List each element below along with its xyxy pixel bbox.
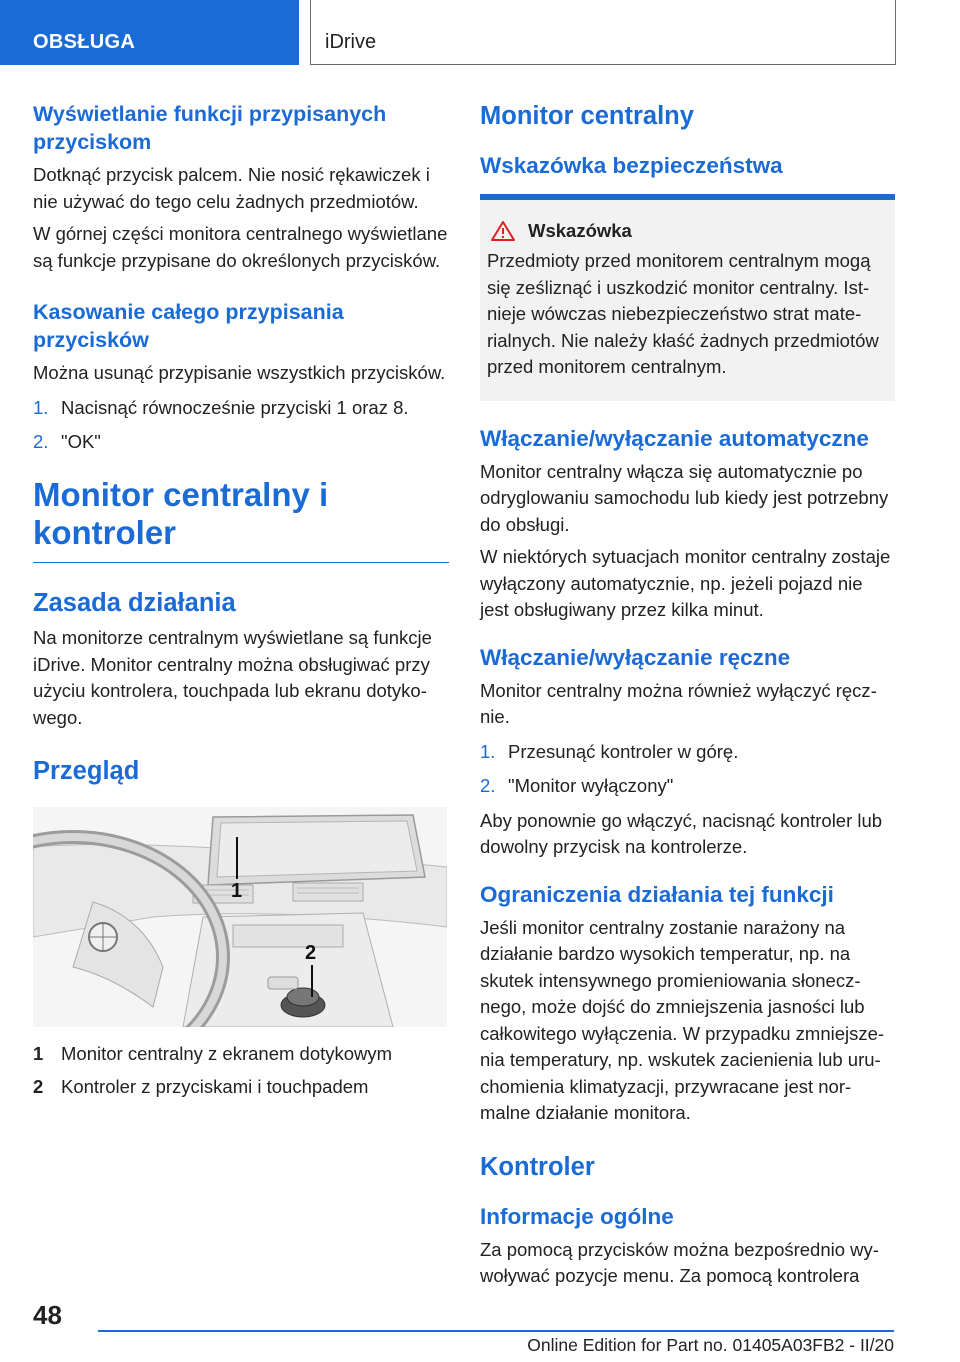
paragraph-assign-1: Dotknąć przycisk palcem. Nie nosić rękawiczek i nie używać do tego celu żadnych przedmiotów.	[33, 164, 430, 212]
heading-delete-assignment: Kasowanie całego przypisania przycisków	[33, 300, 344, 352]
paragraph-auto-2: W niektórych sytuacjach monitor centralny zostaje wyłączony automatycznie, np. jeżeli pojazd nie jest obsługiwany przez kilka minut.	[480, 546, 891, 620]
note-header	[487, 220, 887, 242]
heading-general-info: Informacje ogólne	[480, 1203, 674, 1229]
figure-legend	[33, 1041, 449, 1100]
heading-auto-onoff: Włączanie/wyłączanie automatyczne	[480, 425, 869, 451]
section-tab	[0, 0, 299, 65]
callout-2: 2	[305, 942, 317, 964]
step-number: 2.	[33, 431, 49, 452]
heading-assign-display: Wyświetlanie funkcji przypisanych przyciskom	[33, 102, 387, 154]
list-item	[480, 773, 895, 800]
delete-steps-list	[33, 395, 449, 456]
footer-edition: Online Edition for Part no. 01405A03FB2 - II/20	[527, 1335, 894, 1355]
note-text: Przedmioty przed monitorem centralnym mogą się ześliznąć i uszkodzić monitor centralny. Istnieje wówczas niebezpieczeństwo strat materialnych. Nie należy kłaść żadnych przedmiotów przed monitorem centralnym.	[487, 250, 879, 377]
callout-1: 1	[231, 880, 243, 902]
step-number: 1.	[33, 396, 49, 418]
heading-safety-note: Wskazówka bezpieczeństwa	[480, 153, 783, 178]
step-text: "Monitor wyłączony"	[508, 775, 674, 796]
list-item	[480, 739, 895, 766]
cockpit-illustration	[33, 807, 447, 1027]
footer-rule	[98, 1330, 894, 1332]
paragraph-general: Za pomocą przycisków można bezpośrednio wywoływać pozycje menu. Za pomocą kontrolera	[480, 1238, 879, 1286]
safety-note-box	[480, 200, 895, 401]
chapter-tab-label: iDrive	[325, 31, 377, 53]
step-text: Przesunąć kontroler w górę.	[508, 740, 739, 762]
warning-triangle-icon	[490, 220, 516, 242]
step-number: 1.	[480, 740, 496, 762]
left-column	[33, 100, 449, 1106]
legend-text: Monitor centralny z ekranem dotykowym	[61, 1043, 393, 1064]
step-number: 2.	[480, 775, 496, 796]
paragraph-auto-1: Monitor centralny włącza się automatycznie po odryglowaniu samochodu lub kiedy jest potrzebny do obsługi.	[480, 460, 889, 535]
paragraph-manual: Monitor centralny można również wyłączyć ręcznie.	[480, 679, 877, 727]
heading-monitor-controller: Monitor centralny i kontroler	[33, 475, 329, 551]
section-tab-label: OBSŁUGA	[33, 31, 136, 53]
legend-row	[33, 1074, 449, 1101]
heading-rule	[33, 562, 449, 564]
right-column	[480, 100, 895, 1290]
heading-controller: Kontroler	[480, 1152, 595, 1181]
page-number: 48	[33, 1300, 62, 1330]
chapter-tab	[310, 0, 896, 65]
list-item	[33, 429, 449, 456]
heading-manual-onoff: Włączanie/wyłączanie ręczne	[480, 644, 791, 670]
paragraph-limitations: Jeśli monitor centralny zostanie narażony na działanie bardzo wysokich temperatur, np. na skutek intensywnego promieniowania słonecznego, może dojść do zmniejszenia jasności lub całkowitego wyłączenia. W przypadku zmniejszenia temperatury, np. wskutek zacienienia lub uruchomienia klimatyzacji, przywracane jest normalne działanie monitora.	[480, 916, 885, 1123]
cockpit-drawing	[33, 807, 447, 1027]
paragraph-assign-2: W górnej części monitora centralnego wyświetlane są funkcje przypisane do określonych przycisków.	[33, 223, 448, 271]
heading-principle: Zasada działania	[33, 589, 236, 617]
legend-number: 2	[33, 1075, 44, 1097]
heading-central-monitor: Monitor centralny	[480, 102, 694, 130]
paragraph-manual-2: Aby ponownie go włączyć, nacisnąć kontroler lub dowolny przycisk na kontrolerze.	[480, 809, 883, 857]
legend-number: 1	[33, 1043, 44, 1064]
note-title: Wskazówka	[528, 220, 632, 241]
step-text: Nacisnąć równocześnie przyciski 1 oraz 8.	[61, 396, 409, 418]
list-item	[33, 395, 449, 422]
manual-steps-list	[480, 739, 895, 800]
legend-row	[33, 1041, 449, 1068]
paragraph-principle: Na monitorze centralnym wyświetlane są funkcje iDrive. Monitor centralny można obsługiwać przy użyciu kontrolera, touchpada lub ekranu dotykowego.	[33, 627, 432, 728]
paragraph-delete: Można usunąć przypisanie wszystkich przycisków.	[33, 362, 446, 383]
legend-text: Kontroler z przyciskami i touchpadem	[61, 1075, 369, 1097]
heading-overview: Przegląd	[33, 757, 140, 785]
heading-limitations: Ograniczenia działania tej funkcji	[480, 881, 834, 907]
step-text: "OK"	[61, 431, 101, 452]
